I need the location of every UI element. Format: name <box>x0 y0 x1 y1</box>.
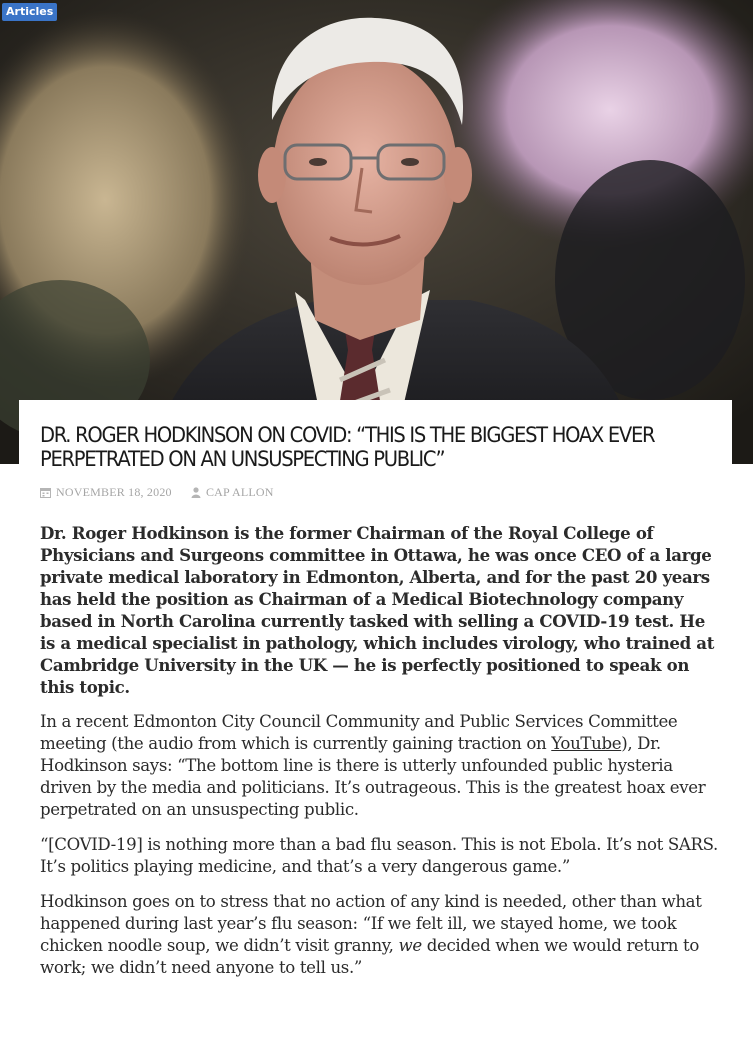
post-date <box>40 485 172 500</box>
paragraph-4 <box>40 891 720 979</box>
paragraph-2-text-b: ), Dr. Hodkinson says: “The bottom line is there is utterly unfounded public hysteria driven by the media and politicians. It’s outrageous. This is the greatest hoax ever perpetrated on an unsuspecting public. <box>40 734 706 819</box>
date-text[interactable]: NOVEMBER 18, 2020 <box>56 485 172 499</box>
category-badge[interactable]: Articles <box>2 3 57 21</box>
author-link[interactable]: CAP ALLON <box>205 485 274 499</box>
youtube-link[interactable]: YouTube <box>551 734 622 753</box>
paragraph-2 <box>40 711 720 821</box>
calendar-icon <box>40 487 51 498</box>
paragraph-4-text-a: Hodkinson goes on to stress that no action of any kind is needed, other than what happened during last year’s flu season: “If we felt ill, we stayed home, we took chicken noodle soup, we didn’t visit granny, <box>40 892 702 955</box>
post-author <box>191 485 274 500</box>
article-meta <box>40 485 290 502</box>
article-body <box>40 522 720 992</box>
paragraph-2-text-a: In a recent Edmonton City Council Community and Public Services Committee meeting (the audio from which is currently gaining traction on <box>40 712 678 753</box>
paragraph-3: “[COVID-19] is nothing more than a bad flu season. This is not Ebola. It’s not SARS. It’s politics playing medicine, and that’s a very dangerous game.” <box>40 835 718 876</box>
paragraph-4-emphasis: we <box>398 936 422 955</box>
lead-paragraph: Dr. Roger Hodkinson is the former Chairman of the Royal College of Physicians and Surgeons committee in Ottawa, he was once CEO of a large private medical laboratory in Edmonton, Alberta, and for the past 20 years has held the position as Chairman of a Medical Biotechnology company based in North Carolina currently tasked with selling a COVID-19 test. He is a medical specialist in pathology, which includes virology, who trained at Cambridge University in the UK — he is perfectly positioned to speak on this topic. <box>40 523 715 697</box>
article-card <box>19 400 732 1040</box>
paragraph-4-text-b: decided when we would return to work; we didn’t need anyone to tell us.” <box>40 936 699 977</box>
user-icon <box>191 487 201 498</box>
article-title: DR. ROGER HODKINSON ON COVID: “THIS IS THE BIGGEST HOAX EVER PERPETRATED ON AN UNSUSPECTING PUBLIC” <box>40 423 655 471</box>
hero-image <box>0 0 753 464</box>
